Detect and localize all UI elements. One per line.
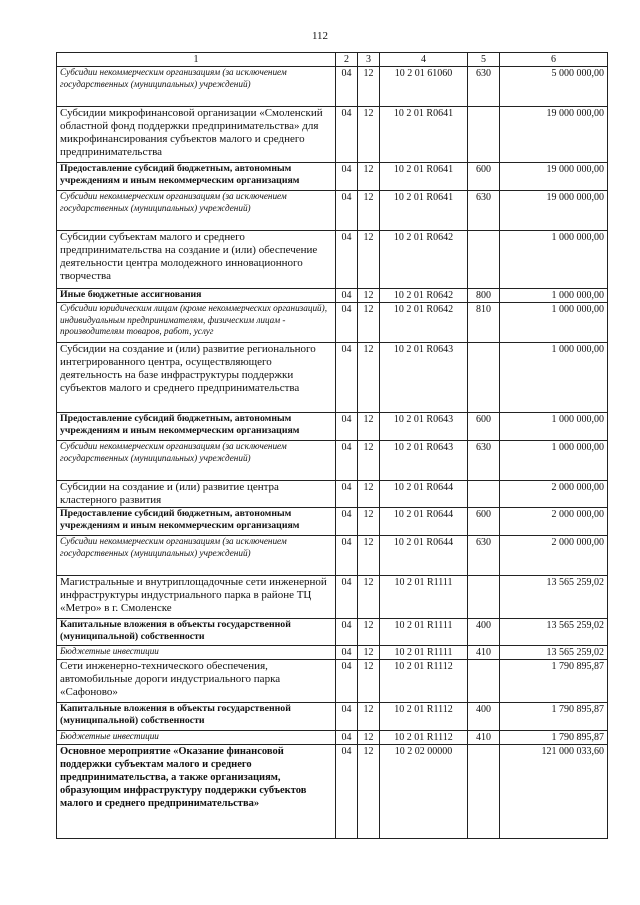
table-row [57,107,608,163]
row-subsection: 12 [358,163,380,191]
row-target-code: 10 2 01 R1112 [380,731,468,745]
row-name: Бюджетные инвестиции [57,646,336,660]
row-subsection: 12 [358,289,380,303]
row-amount: 1 000 000,00 [500,303,608,343]
table-row [57,481,608,508]
row-section: 04 [336,413,358,441]
row-section: 04 [336,576,358,619]
row-subsection: 12 [358,646,380,660]
row-expense-type: 630 [468,191,500,231]
row-section: 04 [336,660,358,703]
table-row [57,231,608,289]
row-target-code: 10 2 02 00000 [380,745,468,839]
row-expense-type: 630 [468,536,500,576]
row-target-code: 10 2 01 R1111 [380,646,468,660]
row-amount: 13 565 259,02 [500,646,608,660]
table-row [57,646,608,660]
row-expense-type [468,660,500,703]
row-subsection: 12 [358,191,380,231]
row-amount: 1 000 000,00 [500,413,608,441]
row-name: Субсидии на создание и (или) развитие центра кластерного развития [57,481,336,508]
row-section: 04 [336,289,358,303]
row-section: 04 [336,731,358,745]
row-target-code: 10 2 01 R0641 [380,191,468,231]
row-subsection: 12 [358,745,380,839]
col-header-target-code: 4 [380,53,468,67]
row-amount: 2 000 000,00 [500,481,608,508]
row-name: Бюджетные инвестиции [57,731,336,745]
row-subsection: 12 [358,731,380,745]
row-expense-type [468,576,500,619]
row-target-code: 10 2 01 R0643 [380,441,468,481]
row-target-code: 10 2 01 61060 [380,67,468,107]
table-row [57,163,608,191]
row-amount: 1 790 895,87 [500,660,608,703]
row-amount: 1 000 000,00 [500,343,608,413]
row-section: 04 [336,67,358,107]
row-target-code: 10 2 01 R1112 [380,660,468,703]
col-header-subsection: 3 [358,53,380,67]
row-subsection: 12 [358,231,380,289]
row-expense-type [468,343,500,413]
table-row [57,508,608,536]
budget-table [56,52,608,839]
row-amount: 19 000 000,00 [500,107,608,163]
row-section: 04 [336,481,358,508]
table-row [57,536,608,576]
row-name: Субсидии некоммерческим организациям (за исключением государственных (муниципальных) учреждений) [57,191,336,231]
row-name: Субсидии некоммерческим организациям (за исключением государственных (муниципальных) учреждений) [57,441,336,481]
row-name: Субсидии некоммерческим организациям (за исключением государственных (муниципальных) учреждений) [57,536,336,576]
table-row [57,576,608,619]
row-section: 04 [336,107,358,163]
row-subsection: 12 [358,107,380,163]
row-section: 04 [336,508,358,536]
row-subsection: 12 [358,508,380,536]
table-row [57,413,608,441]
row-name: Субсидии некоммерческим организациям (за исключением государственных (муниципальных) учреждений) [57,67,336,107]
row-section: 04 [336,191,358,231]
row-subsection: 12 [358,619,380,646]
row-expense-type: 410 [468,646,500,660]
table-row [57,303,608,343]
row-expense-type [468,481,500,508]
row-target-code: 10 2 01 R0644 [380,508,468,536]
row-target-code: 10 2 01 R1111 [380,619,468,646]
table-row [57,745,608,839]
row-expense-type [468,745,500,839]
row-expense-type: 400 [468,703,500,731]
row-name: Иные бюджетные ассигнования [57,289,336,303]
row-amount: 1 000 000,00 [500,289,608,303]
row-name: Предоставление субсидий бюджетным, автономным учреждениям и иным некоммерческим организациям [57,508,336,536]
row-target-code: 10 2 01 R0641 [380,107,468,163]
row-target-code: 10 2 01 R1111 [380,576,468,619]
row-amount: 1 000 000,00 [500,231,608,289]
row-subsection: 12 [358,481,380,508]
row-name: Капитальные вложения в объекты государственной (муниципальной) собственности [57,703,336,731]
row-name: Предоставление субсидий бюджетным, автономным учреждениям и иным некоммерческим организациям [57,413,336,441]
row-name: Субсидии юридическим лицам (кроме некоммерческих организаций), индивидуальным предпринимателям, физическим лицам - производителям товаров, работ, услуг [57,303,336,343]
table-row [57,191,608,231]
table-row [57,67,608,107]
row-section: 04 [336,745,358,839]
row-expense-type: 630 [468,441,500,481]
row-expense-type: 600 [468,163,500,191]
row-name: Капитальные вложения в объекты государственной (муниципальной) собственности [57,619,336,646]
row-subsection: 12 [358,303,380,343]
row-name: Субсидии субъектам малого и среднего предпринимательства на создание и (или) обеспечение деятельности центра молодежного инновационного творчества [57,231,336,289]
row-section: 04 [336,231,358,289]
row-section: 04 [336,303,358,343]
row-expense-type [468,231,500,289]
table-row [57,619,608,646]
row-amount: 19 000 000,00 [500,191,608,231]
row-expense-type: 600 [468,508,500,536]
row-section: 04 [336,646,358,660]
row-name: Предоставление субсидий бюджетным, автономным учреждениям и иным некоммерческим организациям [57,163,336,191]
table-row [57,703,608,731]
row-section: 04 [336,619,358,646]
row-target-code: 10 2 01 R0643 [380,343,468,413]
row-amount: 19 000 000,00 [500,163,608,191]
row-name: Субсидии на создание и (или) развитие регионального интегрированного центра, осуществляющего деятельность на базе инфраструктуры поддержки субъектов малого и среднего предпринимательства [57,343,336,413]
row-name: Магистральные и внутриплощадочные сети инженерной инфраструктуры индустриального парка в районе ТЦ «Метро» в г. Смоленске [57,576,336,619]
row-subsection: 12 [358,67,380,107]
row-amount: 1 790 895,87 [500,703,608,731]
row-subsection: 12 [358,703,380,731]
row-name: Основное мероприятие «Оказание финансовой поддержки субъектам малого и среднего предпринимательства, а также организациям, образующим инфраструктуру поддержки субъектов малого и среднего предпринимательства» [57,745,336,839]
row-expense-type: 630 [468,67,500,107]
table-row [57,660,608,703]
row-amount: 1 000 000,00 [500,441,608,481]
row-amount: 121 000 033,60 [500,745,608,839]
row-section: 04 [336,703,358,731]
row-subsection: 12 [358,413,380,441]
row-section: 04 [336,536,358,576]
table-row [57,441,608,481]
row-subsection: 12 [358,576,380,619]
row-section: 04 [336,343,358,413]
header-row [57,53,608,67]
row-subsection: 12 [358,441,380,481]
table-row [57,731,608,745]
page-number: 112 [311,30,329,42]
row-target-code: 10 2 01 R0643 [380,413,468,441]
row-target-code: 10 2 01 R1112 [380,703,468,731]
row-target-code: 10 2 01 R0641 [380,163,468,191]
table-row [57,343,608,413]
col-header-name: 1 [57,53,336,67]
row-name: Сети инженерно-технического обеспечения, автомобильные дороги индустриального парка «Сафоново» [57,660,336,703]
row-target-code: 10 2 01 R0642 [380,289,468,303]
row-amount: 1 790 895,87 [500,731,608,745]
col-header-section: 2 [336,53,358,67]
row-amount: 2 000 000,00 [500,536,608,576]
row-subsection: 12 [358,343,380,413]
row-expense-type: 400 [468,619,500,646]
row-amount: 13 565 259,02 [500,576,608,619]
row-target-code: 10 2 01 R0642 [380,231,468,289]
row-section: 04 [336,441,358,481]
row-section: 04 [336,163,358,191]
row-subsection: 12 [358,536,380,576]
row-expense-type: 600 [468,413,500,441]
row-expense-type: 800 [468,289,500,303]
col-header-expense-type: 5 [468,53,500,67]
row-expense-type [468,107,500,163]
col-header-amount: 6 [500,53,608,67]
row-target-code: 10 2 01 R0644 [380,481,468,508]
table-row [57,289,608,303]
row-target-code: 10 2 01 R0644 [380,536,468,576]
row-amount: 13 565 259,02 [500,619,608,646]
row-expense-type: 410 [468,731,500,745]
row-amount: 2 000 000,00 [500,508,608,536]
row-name: Субсидии микрофинансовой организации «Смоленский областной фонд поддержки предпринимательства» для микрофинансирования субъектов малого и среднего предпринимательства [57,107,336,163]
row-amount: 5 000 000,00 [500,67,608,107]
row-subsection: 12 [358,660,380,703]
row-expense-type: 810 [468,303,500,343]
row-target-code: 10 2 01 R0642 [380,303,468,343]
